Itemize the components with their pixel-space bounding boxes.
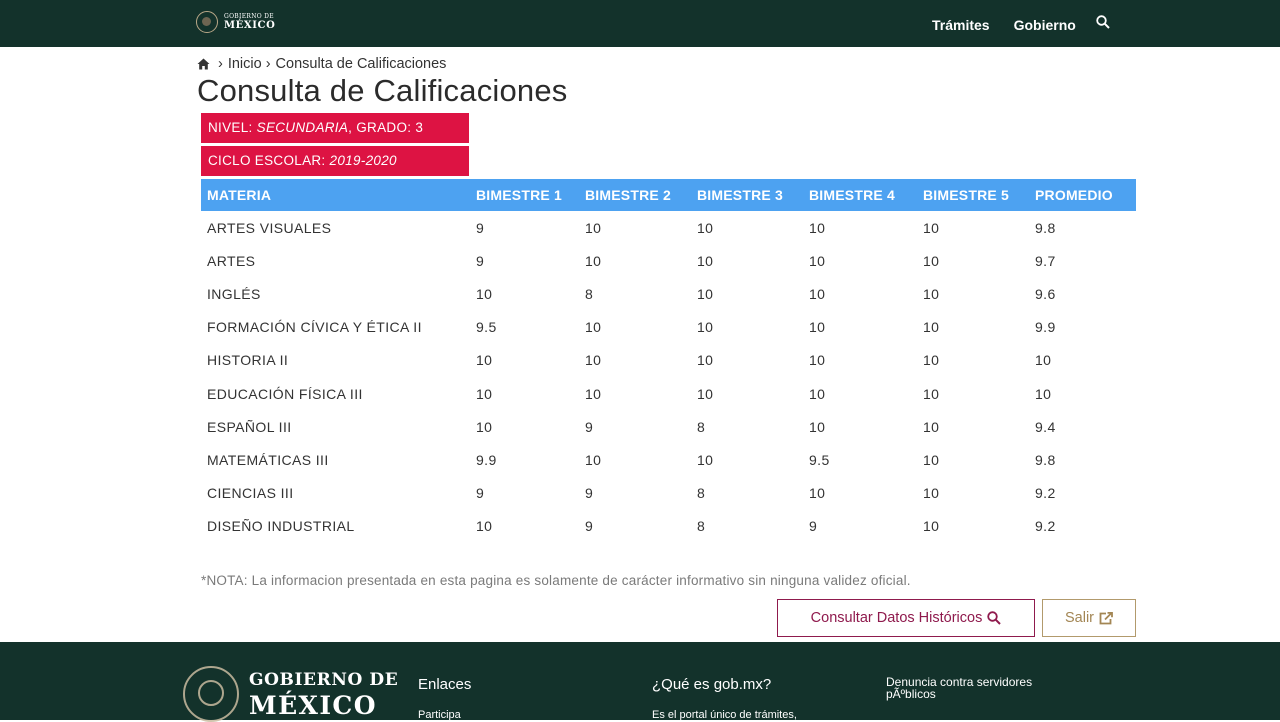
cell-bimestre-3: 10: [697, 219, 714, 236]
header-bimestre-2: BIMESTRE 2: [579, 179, 691, 211]
footer-enlaces-heading: Enlaces: [418, 676, 472, 693]
header-bimestre-3: BIMESTRE 3: [691, 179, 803, 211]
cell-bimestre-1: 10: [476, 418, 493, 435]
cell-bimestre-5: 10: [923, 385, 940, 402]
cell-bimestre-4: 10: [809, 219, 826, 236]
cell-bimestre-3: 10: [697, 285, 714, 302]
cell-materia: EDUCACIÓN FÍSICA III: [207, 385, 363, 402]
cell-bimestre-3: 10: [697, 352, 714, 369]
cell-bimestre-1: 10: [476, 385, 493, 402]
cell-bimestre-2: 10: [585, 219, 602, 236]
page-title: Consulta de Calificaciones: [197, 73, 568, 108]
grado-label: , GRADO: 3: [348, 120, 424, 135]
cell-bimestre-5: 10: [923, 485, 940, 502]
cell-bimestre-4: 10: [809, 319, 826, 336]
ciclo-escolar-badge: [201, 146, 469, 176]
cell-promedio: 10: [1035, 385, 1052, 402]
cell-bimestre-4: 10: [809, 252, 826, 269]
breadcrumb-current: Consulta de Calificaciones: [275, 56, 447, 72]
breadcrumb-inicio[interactable]: Inicio: [227, 56, 262, 72]
footer-denuncia: [886, 676, 1066, 700]
cell-bimestre-3: 8: [697, 518, 706, 535]
cell-bimestre-2: 9: [585, 518, 594, 535]
breadcrumb-separator: ›: [265, 56, 271, 72]
cell-materia: FORMACIÓN CÍVICA Y ÉTICA II: [207, 319, 422, 336]
cell-bimestre-3: 10: [697, 451, 714, 468]
cell-bimestre-1: 9.5: [476, 319, 497, 336]
footer-logo-line2: MÉXICO: [249, 691, 377, 720]
cell-bimestre-3: 10: [697, 385, 714, 402]
cell-materia: HISTORIA II: [207, 352, 289, 369]
cell-materia: MATEMÁTICAS III: [207, 451, 329, 468]
cell-bimestre-5: 10: [923, 319, 940, 336]
cell-bimestre-2: 10: [585, 451, 602, 468]
footer-denuncia-link[interactable]: Denuncia contra servidores pÃºblicos: [886, 675, 1033, 701]
cell-materia: CIENCIAS III: [207, 485, 294, 502]
main-nav: [932, 17, 1100, 33]
national-seal-icon: [183, 666, 239, 722]
cell-bimestre-1: 9: [476, 252, 485, 269]
site-footer: [0, 642, 1280, 720]
cell-bimestre-2: 9: [585, 485, 594, 502]
cell-bimestre-4: 10: [809, 485, 826, 502]
disclaimer-note: *NOTA: La informacion presentada en esta pagina es solamente de carácter informativo sin ninguna validez oficial.: [201, 573, 911, 588]
salir-button[interactable]: [1042, 599, 1136, 637]
cell-bimestre-3: 8: [697, 485, 706, 502]
consultar-datos-historicos-button[interactable]: [777, 599, 1035, 637]
header-bimestre-4: BIMESTRE 4: [803, 179, 917, 211]
cell-materia: ARTES VISUALES: [207, 219, 332, 236]
ciclo-value: 2019-2020: [329, 153, 397, 168]
footer-enlaces: [418, 676, 471, 721]
nivel-grado-badge: [201, 113, 469, 143]
cell-bimestre-1: 9.9: [476, 451, 497, 468]
cell-promedio: 9.4: [1035, 418, 1056, 435]
cell-bimestre-4: 9.5: [809, 451, 830, 468]
cell-promedio: 9.2: [1035, 518, 1056, 535]
cell-bimestre-4: 10: [809, 385, 826, 402]
cell-bimestre-5: 10: [923, 219, 940, 236]
national-seal-icon: [196, 11, 218, 33]
footer-gobierno-logo[interactable]: [183, 666, 398, 722]
header-bimestre-5: BIMESTRE 5: [917, 179, 1029, 211]
grades-table: [201, 179, 1136, 543]
cell-bimestre-3: 10: [697, 319, 714, 336]
cell-bimestre-4: 9: [809, 518, 818, 535]
cell-bimestre-2: 10: [585, 385, 602, 402]
logo-line2: MÉXICO: [224, 19, 276, 31]
cell-bimestre-1: 9: [476, 219, 485, 236]
cell-bimestre-1: 9: [476, 485, 485, 502]
footer-que-es-text: Es el portal único de trámites,: [652, 709, 797, 721]
cell-bimestre-3: 8: [697, 418, 706, 435]
logo-line1: GOBIERNO DE: [224, 12, 274, 20]
footer-que-es-heading: ¿Qué es gob.mx?: [652, 676, 772, 693]
top-navbar: [0, 0, 1280, 47]
cell-promedio: 9.6: [1035, 285, 1056, 302]
cell-bimestre-2: 10: [585, 252, 602, 269]
table-row: [201, 344, 1136, 377]
footer-link-participa[interactable]: Participa: [418, 709, 461, 721]
ciclo-label: CICLO ESCOLAR:: [208, 153, 326, 168]
cell-materia: ESPAÑOL III: [207, 418, 292, 435]
cell-bimestre-1: 10: [476, 285, 493, 302]
table-row: [201, 410, 1136, 443]
search-icon: [987, 611, 1001, 625]
button-label: Salir: [1064, 610, 1094, 626]
cell-bimestre-2: 10: [585, 352, 602, 369]
cell-promedio: 9.7: [1035, 252, 1056, 269]
gobierno-mexico-logo[interactable]: [196, 11, 275, 33]
cell-bimestre-5: 10: [923, 518, 940, 535]
cell-bimestre-5: 10: [923, 252, 940, 269]
cell-bimestre-4: 10: [809, 418, 826, 435]
table-row: [201, 244, 1136, 277]
table-row: [201, 277, 1136, 310]
cell-promedio: 9.9: [1035, 319, 1056, 336]
cell-promedio: 9.2: [1035, 485, 1056, 502]
cell-bimestre-5: 10: [923, 418, 940, 435]
nav-tramites[interactable]: Trámites: [932, 17, 990, 33]
cell-materia: DISEÑO INDUSTRIAL: [207, 518, 355, 535]
cell-materia: ARTES: [207, 252, 256, 269]
breadcrumb-separator: ›: [218, 56, 223, 72]
cell-bimestre-2: 9: [585, 418, 594, 435]
table-header-row: [201, 179, 1136, 211]
external-link-icon: [1099, 612, 1113, 625]
header-bimestre-1: BIMESTRE 1: [470, 179, 579, 211]
cell-materia: INGLÉS: [207, 285, 261, 302]
table-row: [201, 211, 1136, 244]
cell-bimestre-3: 10: [697, 252, 714, 269]
breadcrumb: [197, 56, 446, 72]
cell-bimestre-4: 10: [809, 285, 826, 302]
cell-promedio: 9.8: [1035, 451, 1056, 468]
footer-logo-line1: GOBIERNO DE: [249, 670, 399, 690]
table-row: [201, 477, 1136, 510]
header-materia: MATERIA: [201, 179, 470, 211]
button-label: Consultar Datos Históricos: [810, 610, 983, 626]
home-icon[interactable]: [197, 58, 210, 70]
cell-bimestre-1: 10: [476, 518, 493, 535]
cell-bimestre-5: 10: [923, 352, 940, 369]
cell-bimestre-5: 10: [923, 451, 940, 468]
cell-bimestre-2: 8: [585, 285, 594, 302]
table-row: [201, 377, 1136, 410]
cell-bimestre-2: 10: [585, 319, 602, 336]
search-icon[interactable]: [1096, 15, 1110, 29]
nivel-value: SECUNDARIA: [256, 120, 349, 135]
table-row: [201, 311, 1136, 344]
header-promedio: PROMEDIO: [1029, 179, 1136, 211]
cell-promedio: 10: [1035, 352, 1052, 369]
nivel-label: NIVEL:: [208, 120, 253, 135]
nav-gobierno[interactable]: Gobierno: [1013, 17, 1076, 33]
cell-promedio: 9.8: [1035, 219, 1056, 236]
table-row: [201, 510, 1136, 543]
cell-bimestre-4: 10: [809, 352, 826, 369]
footer-que-es-gobmx: [652, 676, 797, 721]
cell-bimestre-1: 10: [476, 352, 493, 369]
cell-bimestre-5: 10: [923, 285, 940, 302]
table-row: [201, 443, 1136, 476]
